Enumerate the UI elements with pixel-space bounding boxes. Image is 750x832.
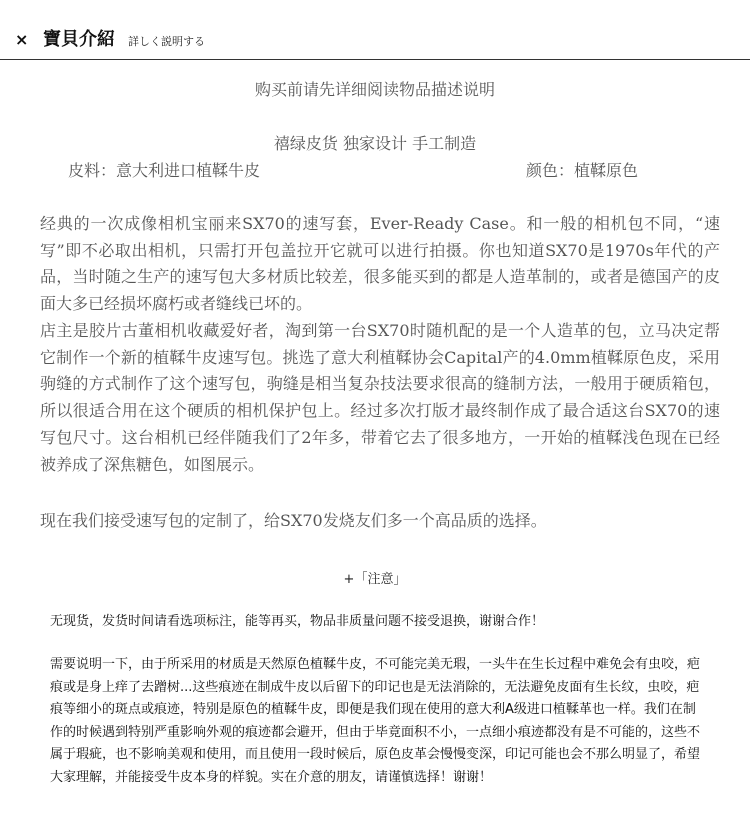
leather-spec: 皮料：意大利进口植鞣牛皮 xyxy=(68,161,261,180)
description-paragraph-1: 经典的一次成像相机宝丽来SX70的速写套，Ever-Ready Case。和一般的相机包不同，“速写”即不必取出相机，只需打开包盖拉开它就可以进行拍摄。你也知道SX70是1970s年代的产品，当时随之生产的速写包大多材质比较差，很多能买到的都是人造革制的，或者是德国产的皮面大多已经损坏腐朽或者缝线已坏的。 xyxy=(40,214,720,314)
color-spec: 颜色：植鞣原色 xyxy=(526,161,639,180)
intro-text: 购买前请先详细阅读物品描述说明 xyxy=(254,80,495,99)
notice-paragraph: 需要说明一下，由于所采用的材质是天然原色植鞣牛皮，不可能完美无瑕，一头牛在生长过程中难免会有虫咬，疤痕或是身上痒了去蹭树...这些痕迹在制成牛皮以后留下的印记也是无法消除的，无法避免皮面有生长纹，虫咬，疤痕等细小的斑点或痕迹，特别是原色的植鞣牛皮，即便是我们现在使用的意大利A级进口植鞣革也一样。我们在制作的时候遇到特别严重影响外观的痕迹都会避开，但由于毕竟面积不小，一点细小痕迹都没有是不可能的，这些不属于瑕疵，也不影响美观和使用，而且使用一段时候后，原色皮革会慢慢变深，印记可能也会不那么明显了，希望大家理解，并能接受牛皮本身的样貌。实在介意的朋友，请谨慎选择！谢谢！ xyxy=(50,657,701,785)
description-paragraph-2: 店主是胶片古董相机收藏爱好者，淘到第一台SX70时随机配的是一个人造革的包，立马决定帮它制作一个新的植鞣牛皮速写包。挑选了意大利植鞣协会Capital产的4.0mm植鞣原色皮，采用驹缝的方式制作了这个速写包，驹缝是相当复杂技法要求很高的缝制方法，一般用于硬质箱包，所以很适合用在这个硬质的相机保护包上。经过多次打版才最终制作成了最合适这台SX70的速写包尺寸。这台相机已经伴随我们了2年多，带着它去了很多地方，一开始的植鞣浅色现在已经被养成了深焦糖色，如图展示。 xyxy=(40,321,720,474)
page-title: 寶貝介紹 xyxy=(43,29,115,50)
header-bar xyxy=(0,0,750,60)
tagline-text: 禧绿皮货 独家设计 手工制造 xyxy=(273,134,477,153)
notice-heading: +「注意」 xyxy=(343,572,407,587)
close-icon[interactable]: × xyxy=(15,30,29,49)
description-paragraph-3: 现在我们接受速写包的定制了，给SX70发烧友们多一个高品质的选择。 xyxy=(40,511,547,530)
page-subtitle: 詳しく説明する xyxy=(128,35,205,48)
notice-line: 无现货，发货时间请看选项标注，能等再买，物品非质量问题不接受退换，谢谢合作！ xyxy=(50,614,545,629)
